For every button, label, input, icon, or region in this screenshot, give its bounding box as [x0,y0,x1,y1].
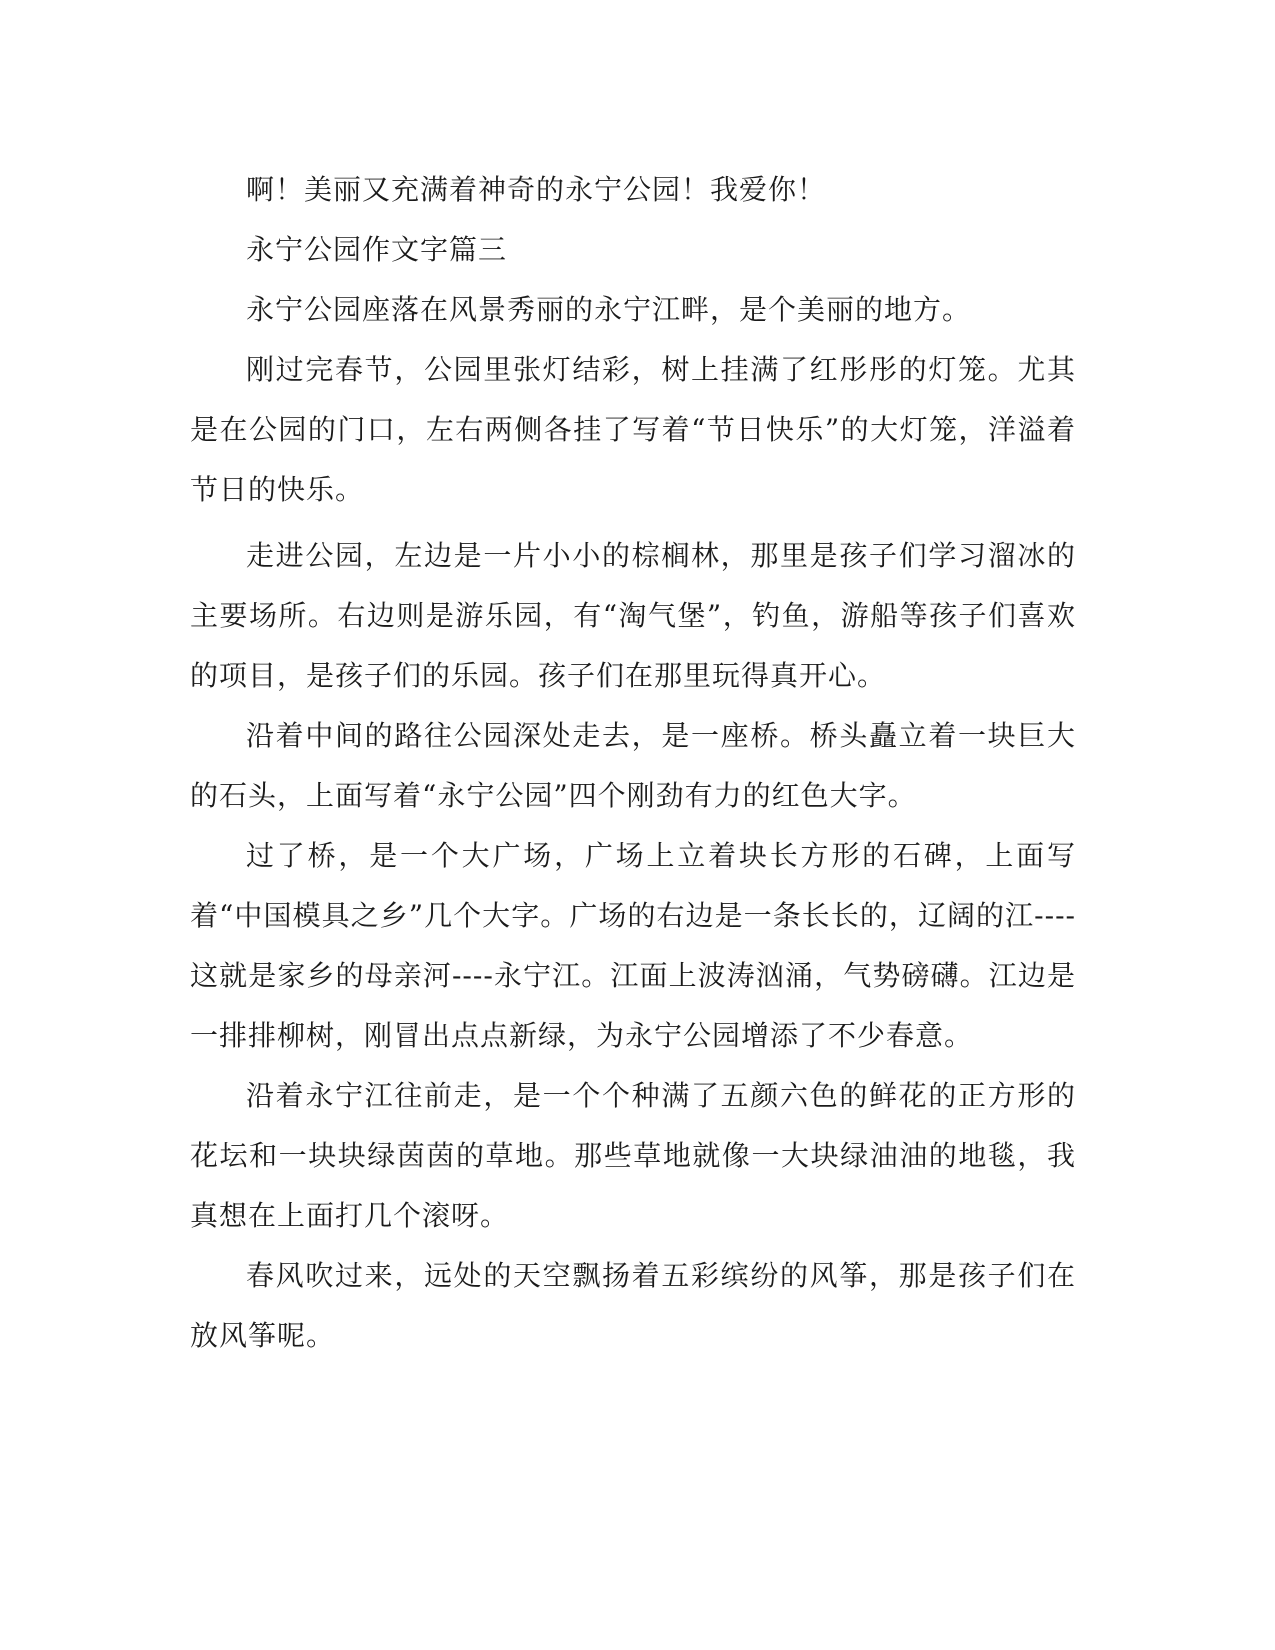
document-body [190,160,1076,1366]
section-title: 永宁公园作文字篇三 [246,233,508,266]
paragraph-entrance: 走进公园，左边是一片小小的棕榈林，那里是孩子们学习溜冰的主要场所。右边则是游乐园，有“淘气堡”，钓鱼，游船等孩子们喜欢的项目，是孩子们的乐园。孩子们在那里玩得真开心。 [190,539,1076,692]
paragraph-kites: 春风吹过来，远处的天空飘扬着五彩缤纷的风筝，那是孩子们在放风筝呢。 [190,1259,1076,1352]
paragraph-intro: 永宁公园座落在风景秀丽的永宁江畔，是个美丽的地方。 [246,293,972,326]
paragraph-square-river: 过了桥，是一个大广场，广场上立着块长方形的石碑，上面写着“中国模具之乡”几个大字。广场的右边是一条长长的，辽阔的江----这就是家乡的母亲河----永宁江。江面上波涛汹涌，气势磅礴。江边是一排排柳树，刚冒出点点新绿，为永宁公园增添了不少春意。 [190,839,1076,1052]
paragraph-spring-festival: 刚过完春节，公园里张灯结彩，树上挂满了红彤彤的灯笼。尤其是在公园的门口，左右两侧各挂了写着“节日快乐”的大灯笼，洋溢着节日的快乐。 [190,353,1076,506]
paragraph-bridge: 沿着中间的路往公园深处走去，是一座桥。桥头矗立着一块巨大的石头，上面写着“永宁公园”四个刚劲有力的红色大字。 [190,719,1076,812]
paragraph-flower-beds: 沿着永宁江往前走，是一个个种满了五颜六色的鲜花的正方形的花坛和一块块绿茵茵的草地。那些草地就像一大块绿油油的地毯，我真想在上面打几个滚呀。 [190,1079,1076,1232]
paragraph-closing-exclamation: 啊！美丽又充满着神奇的永宁公园！我爱你！ [246,173,827,206]
